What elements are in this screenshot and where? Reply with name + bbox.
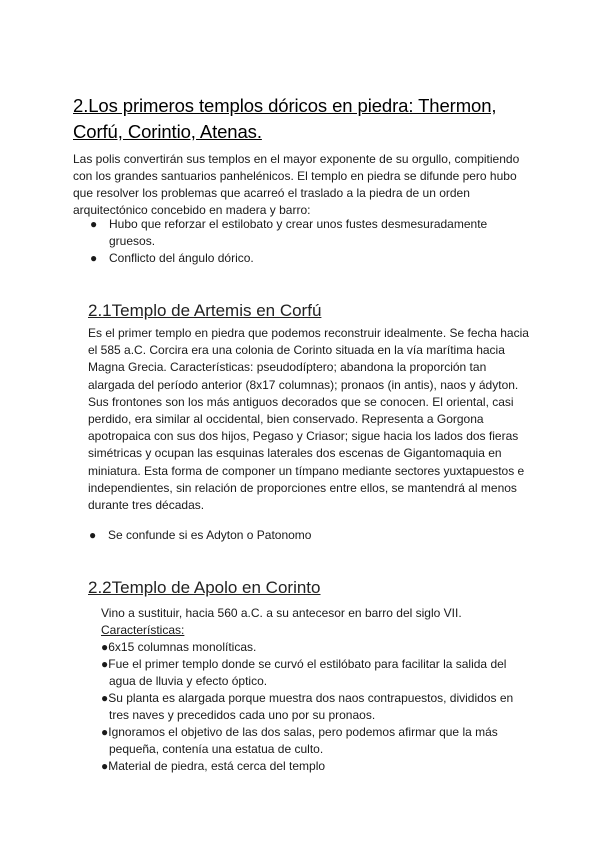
bullet-icon: ●	[90, 217, 98, 231]
list-item: ● Se confunde si es Adyton o Patonomo	[89, 528, 312, 542]
section-2-intro: Las polis convertirán sus templos en el mayor exponente de su orgullo, compitiendo con los grandes santuarios panhelénicos. El templo en piedra se difunde pero hubo que resolver los problemas que acarreó el traslado a la piedra de un orden arquitectónico concebido en madera y barro:	[73, 152, 520, 217]
bullet-icon: ●	[89, 528, 97, 542]
section-2-bullet-list	[90, 216, 529, 267]
list-item: ●Su planta es alargada porque muestra dos naos contrapuestos, divididos en tres naves y precedidos cada uno por su pronaos.	[101, 691, 514, 722]
list-item: ●Material de piedra, está cerca del templo	[101, 759, 326, 773]
section-2-1-body: Es el primer templo en piedra que podemos reconstruir idealmente. Se fecha hacia el 585 a.C. Corcira era una colonia de Corinto situada en la vía marítima hacia Magna Grecia. Características: pseudodíptero; abandona la proporción tan alargada del período anterior (8x17 columnas); pronaos (in antis), naos y ádyton. Sus frontones son los más antiguos decorados que se conocen. El oriental, casi perdido, era similar al occidental, bien conservado. Representa a Gorgona apotropaica con sus dos hijos, Pegaso y Criasor; sigue hacia los lados dos fieras simétricas y ocupan las esquinas laterales dos escenas de Gigantomaquia en miniatura. Esta forma de componer un tímpano mediante sectores yuxtapuestos e independientes, sin relación de proporciones entre ellos, se mantendrá al menos durante tres décadas.	[88, 326, 529, 513]
section-2-1-bullet-list	[89, 527, 528, 544]
section-2-2-characteristics-list	[101, 639, 531, 775]
list-item: ●6x15 columnas monolíticas.	[101, 640, 257, 654]
section-2-2-intro: Vino a sustituir, hacia 560 a.C. a su antecesor en barro del siglo VII.	[101, 606, 462, 620]
list-item: ●Ignoramos el objetivo de las dos salas, pero podemos afirmar que la más pequeña, contenía una estatua de culto.	[101, 725, 498, 756]
list-item: ●Fue el primer templo donde se curvó el estilóbato para facilitar la salida del agua de lluvia y efecto óptico.	[101, 657, 507, 688]
bullet-icon: ●	[90, 251, 98, 265]
list-item: ● Hubo que reforzar el estilobato y crear unos fustes desmesuradamente gruesos.	[90, 217, 488, 248]
section-2-1-heading: 2.1Templo de Artemis en Corfú	[88, 301, 322, 320]
characteristics-label: Características:	[101, 623, 185, 637]
section-2-heading: 2.Los primeros templos dóricos en piedra: Thermon, Corfú, Corintio, Atenas.	[73, 95, 497, 142]
section-2-2-heading: 2.2Templo de Apolo en Corinto	[88, 578, 321, 597]
list-item: ● Conflicto del ángulo dórico.	[90, 251, 254, 265]
